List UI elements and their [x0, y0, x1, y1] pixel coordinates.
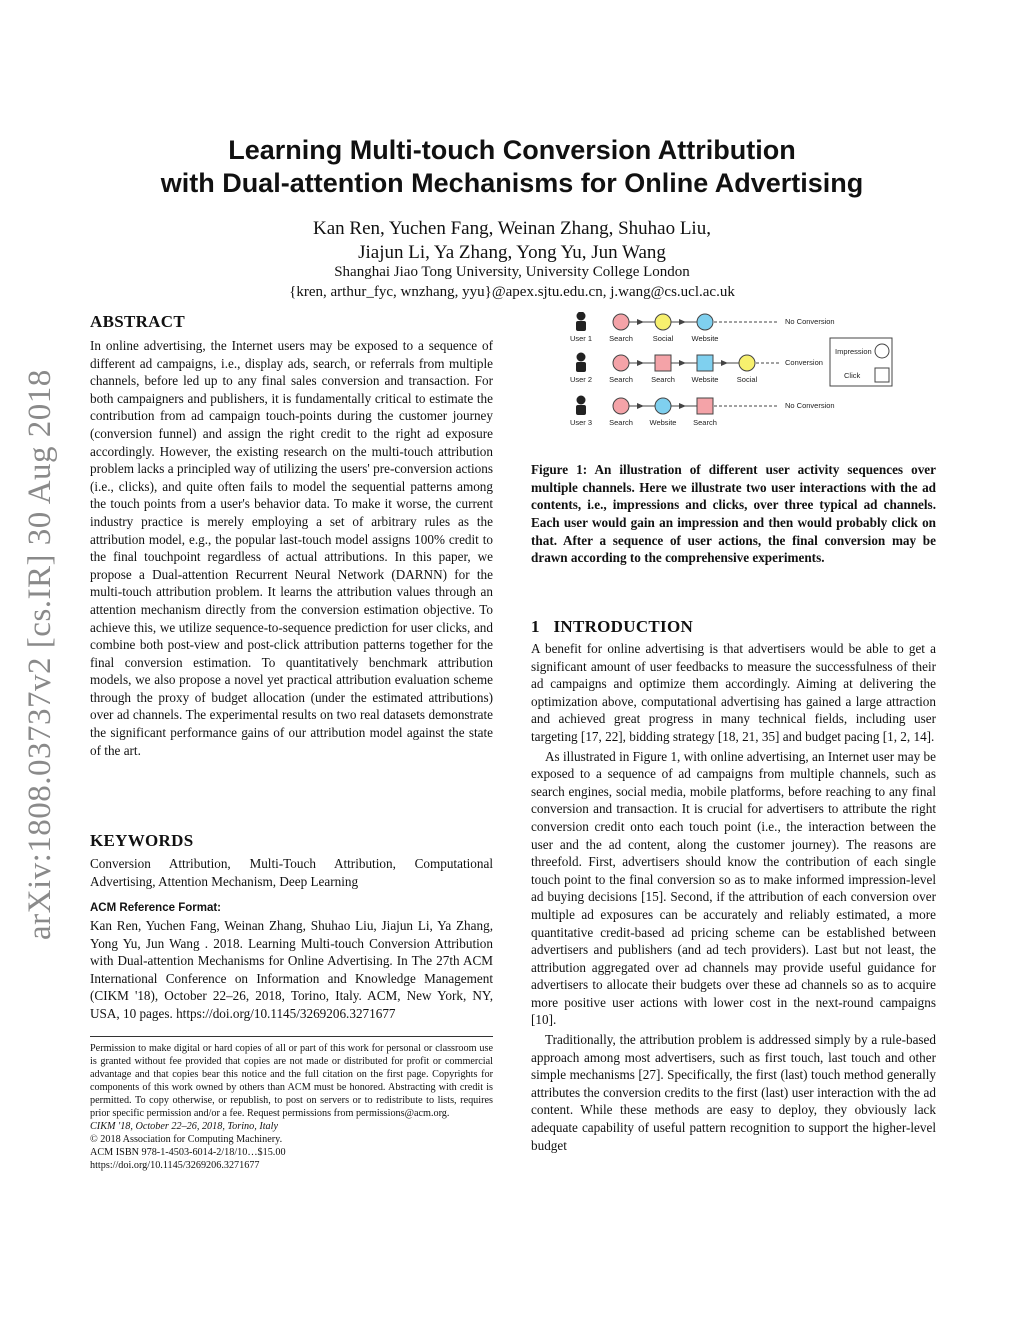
- user-3-outcome: No Conversion: [785, 401, 835, 410]
- user-1-label: User 1: [569, 334, 593, 343]
- intro-paragraph-3: Traditionally, the attribution problem is addressed simply by a rule-based approach among most advertisers, such as first touch, last touch and other simple mechanisms [27]. Specifically, the first (last) touch method generally attributes the conversion credits to the first (last) user interaction with the ad content. While these methods are easy to deploy, they obviously lack adequate capability of useful pattern recognition to support the higher-level budget: [531, 1032, 936, 1153]
- affiliation: Shanghai Jiao Tong University, University College London: [334, 264, 690, 280]
- venue-line: CIKM '18, October 22–26, 2018, Torino, Italy: [90, 1121, 279, 1132]
- user-2-step-4-label: Social: [736, 375, 758, 384]
- user-2-step-1-search-circle: [613, 355, 629, 371]
- authors-line-1: Kan Ren, Yuchen Fang, Weinan Zhang, Shuhao Liu,: [313, 218, 711, 239]
- permission-text: Permission to make digital or hard copies of all or part of this work for personal or classroom use is granted without fee provided that copies are not made or distributed for profit or commercial advantage and that copies bear this notice and the full citation on the first page. Copyrights for components of this work owned by others than ACM must be honored. Abstracting with credit is permitted. To copy otherwise, or republish, to post on servers or to redistribute to lists, requires prior specific permission and/or a fee. Request permissions from permissions@acm.org.: [90, 1043, 493, 1119]
- user-3-step-3-label: Search: [693, 418, 717, 427]
- keywords-heading: KEYWORDS: [90, 831, 194, 850]
- user-3-step-3-search-square: [697, 398, 713, 414]
- intro-paragraph-1: A benefit for online advertising is that advertisers would be able to get a significant amount of user feedbacks to measure the successfulness of their ad campaigns and optimize them accordingly. Aiming at delivering the optimization above, computational advertising has gained a large attraction and achieved great progress in many technical fields, including user targeting [17, 22], bidding strategy [18, 21, 35] and budget pacing [1, 2, 14].: [531, 641, 936, 744]
- title-line-1: Learning Multi-touch Conversion Attribution: [228, 135, 796, 165]
- emails: {kren, arthur_fyc, wnzhang, yyu}@apex.sjtu.edu.cn, j.wang@cs.ucl.ac.uk: [289, 284, 735, 300]
- user-2-outcome: Conversion: [785, 358, 823, 367]
- acm-reference-text: Kan Ren, Yuchen Fang, Weinan Zhang, Shuhao Liu, Jiajun Li, Ya Zhang, Yong Yu, Jun Wang . 2018. Learning Multi-touch Conversion Attribution with Dual-attention Mechanisms for Online Advertising. In The 27th ACM International Conference on Information and Knowledge Management (CIKM '18), October 22–26, 2018, Torino, Italy. ACM, New York, NY, USA, 10 pages. https://doi.org/10.1145/3269206.3271677: [90, 918, 493, 1021]
- user-1-step-2-social-circle: [655, 314, 671, 330]
- user-1-step-2-label: Social: [652, 334, 674, 343]
- affiliation-block: [120, 262, 904, 302]
- user-2-step-1-label: Search: [609, 375, 633, 384]
- user-2-step-3-label: Website: [691, 375, 719, 384]
- authors: [120, 217, 904, 265]
- permission-block: [90, 1042, 493, 1172]
- legend-impression-circle: [875, 344, 889, 358]
- user-1-step-1-search-circle: [613, 314, 629, 330]
- abstract-heading: ABSTRACT: [90, 312, 185, 331]
- user-2-step-2-search-square: [655, 355, 671, 371]
- copyright-line: © 2018 Association for Computing Machinery.: [90, 1134, 283, 1145]
- legend-click-label: Click: [844, 371, 861, 380]
- figure-1-caption: Figure 1: An illustration of different user activity sequences over multiple channels. Here we illustrate two user interactions with the ad contents, i.e., impressions and clicks, over three typical ad channels. Each user would gain an impression and then would probably click on that. After a sequence of user actions, the final conversion may be drawn according to the comprehensive experiments.: [531, 462, 936, 566]
- user-3-step-1-label: Search: [609, 418, 633, 427]
- figure-1: [531, 312, 936, 442]
- doi-line: https://doi.org/10.1145/3269206.3271677: [90, 1160, 260, 1171]
- keywords-text: Conversion Attribution, Multi-Touch Attribution, Computational Advertising, Attention Mechanism, Deep Learning: [90, 856, 493, 889]
- footnote-rule: [90, 1036, 493, 1037]
- acm-reference-heading: ACM Reference Format:: [90, 902, 221, 914]
- introduction-heading: 1 INTRODUCTION: [531, 617, 694, 636]
- user-1-step-3-website-circle: [697, 314, 713, 330]
- user-1-icon: [576, 312, 586, 331]
- paper-title: [80, 134, 944, 200]
- user-3-icon: [576, 396, 586, 416]
- user-3-step-2-label: Website: [649, 418, 677, 427]
- user-1-outcome: No Conversion: [785, 317, 835, 326]
- user-1-step-3-label: Website: [691, 334, 719, 343]
- user-3-step-1-search-circle: [613, 398, 629, 414]
- user-2-step-4-social-circle: [739, 355, 755, 371]
- isbn-line: ACM ISBN 978-1-4503-6014-2/18/10…$15.00: [90, 1147, 286, 1158]
- user-1-step-1-label: Search: [609, 334, 633, 343]
- title-line-2: with Dual-attention Mechanisms for Online Advertising: [160, 168, 864, 198]
- user-2-step-2-label: Search: [651, 375, 675, 384]
- user-3-label: User 3: [569, 418, 593, 427]
- abstract-text: In online advertising, the Internet users may be exposed to a sequence of different ad campaigns, i.e., display ads, search, or referrals from multiple channels, before led up to any final sales conversion and transaction. For both campaigners and publishers, it is fundamentally critical to estimate the contribution from ad campaign touch-points during the customer journey (conversion funnel) and assign the right credit to the right ad exposure accordingly. However, the existing research on the multi-touch attribution problem lacks a principled way of utilizing the users' pre-conversion actions (i.e., clicks), and quite often fails to model the sequential patterns among the touch points from a user's behavior data. To make it worse, the current industry practice is merely employing a set of arbitrary rules as the attribution model, e.g., the popular last-touch model assigns 100% credit to the final touchpoint regardless of actual attributions. In this paper, we propose a Dual-attention Recurrent Neural Network (DARNN) for the multi-touch attribution problem. It learns the attribution values through an attention mechanism directly from the conversion estimation objective. To achieve this, we utilize sequence-to-sequence prediction for user clicks, and combine both post-view and post-click attribution patterns together for the final conversion estimation. To quantitatively benchmark attribution models, we also propose a novel yet practical attribution evaluation scheme through the proxy of budget allocation (under the estimated attributions) over ad channels. The experimental results on two real datasets demonstrate the significant performance gains of our attribution model against the state of the art.: [90, 338, 493, 758]
- legend-impression-label: Impression: [835, 347, 872, 356]
- intro-paragraph-2: As illustrated in Figure 1, with online advertising, an Internet user may be exposed to a sequence of ad campaigns from multiple channels, such as search engines, social media, mobile platforms, before reaching to any final conversion and transaction. It is crucial for advertisers to attribute the right conversion credit onto each touch point (i.e., the interaction between the user and the ad content, along the customer journey). The reasons are threefold. First, advertisers should know the contribution of each single touch point to the final conversion so as to make informed impression-level ad buying decisions [15]. Second, if the attribution of each conversion over multiple ad exposures can be accurately and reliably estimated, a more quantitative credit-based ad pricing scheme can be established between advertisers and publishers (and ad tech providers). Last but not least, the attribution aggregated over ad channels may provide useful guidance for advertisers to allocate their budgets over these ad channels so as to acquire more positive user actions with lower cost in the next-round campaigns [10].: [531, 748, 936, 1028]
- user-2-icon: [576, 353, 586, 373]
- user-2-label: User 2: [569, 375, 593, 384]
- legend-click-square: [875, 368, 889, 382]
- user-3-step-2-website-circle: [655, 398, 671, 414]
- authors-line-2: Jiajun Li, Ya Zhang, Yong Yu, Jun Wang: [358, 242, 666, 263]
- arxiv-stamp: arXiv:1808.03737v2 [cs.IR] 30 Aug 2018: [22, 369, 58, 940]
- introduction-body: [531, 640, 936, 1154]
- user-2-step-3-website-square: [697, 355, 713, 371]
